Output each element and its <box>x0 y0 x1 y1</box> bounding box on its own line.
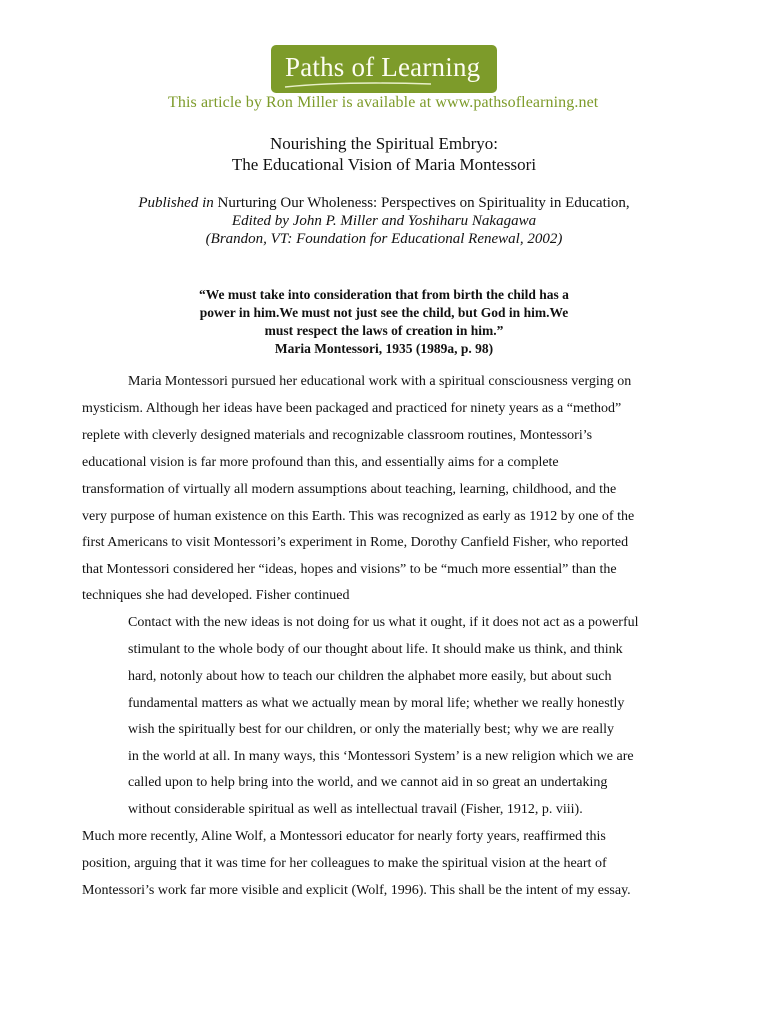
paths-of-learning-logo <box>271 45 497 93</box>
paragraph-1-line: transformation of virtually all modern assumptions about teaching, learning, childhood, and the <box>82 482 617 497</box>
epigraph-line-1: “We must take into consideration that from birth the child has a <box>199 287 569 302</box>
block-quote-line: without considerable spiritual as well as intellectual travail (Fisher, 1912, p. viii). <box>128 802 583 817</box>
paragraph-2-line: position, arguing that it was time for her colleagues to make the spiritual vision at the heart of <box>82 856 607 871</box>
paragraph-1-line: Maria Montessori pursued her educational work with a spiritual consciousness verging on <box>128 374 632 389</box>
publication-line <box>0 195 768 212</box>
epigraph-attribution: Maria Montessori, 1935 (1989a, p. 98) <box>274 341 494 356</box>
paragraph-1-line: replete with cleverly designed materials and recognizable classroom routines, Montessori’s <box>82 428 593 443</box>
block-quote-line: fundamental matters as what we actually mean by moral life; whether we really honestly <box>128 696 625 711</box>
paragraph-2-line: Much more recently, Aline Wolf, a Montessori educator for nearly forty years, reaffirmed this <box>82 829 606 844</box>
publisher-text: (Brandon, VT: Foundation for Educational Renewal, 2002) <box>205 231 563 247</box>
publisher-line <box>0 231 768 248</box>
epigraph-line-2: power in him.We must not just see the child, but God in him.We <box>199 305 569 320</box>
block-quote-line: Contact with the new ideas is not doing for us what it ought, if it does not act as a powerful <box>128 615 639 630</box>
epigraph-line-3: must respect the laws of creation in him.” <box>264 323 504 338</box>
block-quote-line: stimulant to the whole body of our thought about life. It should make us think, and think <box>128 642 623 657</box>
title-line-2: The Educational Vision of Maria Montessori <box>231 155 537 174</box>
block-quote-line: hard, notonly about how to teach our children the alphabet more easily, but about such <box>128 669 612 684</box>
paragraph-1-line: educational vision is far more profound than this, and essentially aims for a complete <box>82 455 559 470</box>
block-quote-line: in the world at all. In many ways, this ‘Montessori System’ is a new religion which we are <box>128 749 634 764</box>
paragraph-1-line: first Americans to visit Montessori’s experiment in Rome, Dorothy Canfield Fisher, who reported <box>82 535 629 550</box>
logo-swoosh-icon <box>283 81 433 89</box>
paragraph-1-line: techniques she had developed. Fisher continued <box>82 588 350 603</box>
paragraph-1-line: mysticism. Although her ideas have been packaged and practiced for ninety years as a “method” <box>82 401 622 416</box>
editors-text: Edited by John P. Miller and Yoshiharu Nakagawa <box>231 213 537 229</box>
block-quote-line: wish the spiritually best for our children, or only the materially best; why we are really <box>128 722 614 737</box>
paragraph-2-line: Montessori’s work far more visible and explicit (Wolf, 1996). This shall be the intent of my essay. <box>82 883 631 898</box>
block-quote-line: called upon to help bring into the world, and we cannot aid in so great an undertaking <box>128 775 608 790</box>
paragraph-1-line: very purpose of human existence on this Earth. This was recognized as early as 1912 by one of the <box>82 509 635 524</box>
editors-line <box>0 213 768 230</box>
book-title: Nurturing Our Wholeness: Perspectives on Spirituality in Education, <box>217 195 630 211</box>
logo-text: Paths of Learning <box>285 52 481 82</box>
published-in-label: Published in <box>138 195 214 211</box>
paragraph-1-line: that Montessori considered her “ideas, hopes and visions” to be “much more essential” than the <box>82 562 617 577</box>
title-line-1: Nourishing the Spiritual Embryo: <box>269 134 499 153</box>
logo-tagline: This article by Ron Miller is available at www.pathsoflearning.net <box>168 94 599 111</box>
